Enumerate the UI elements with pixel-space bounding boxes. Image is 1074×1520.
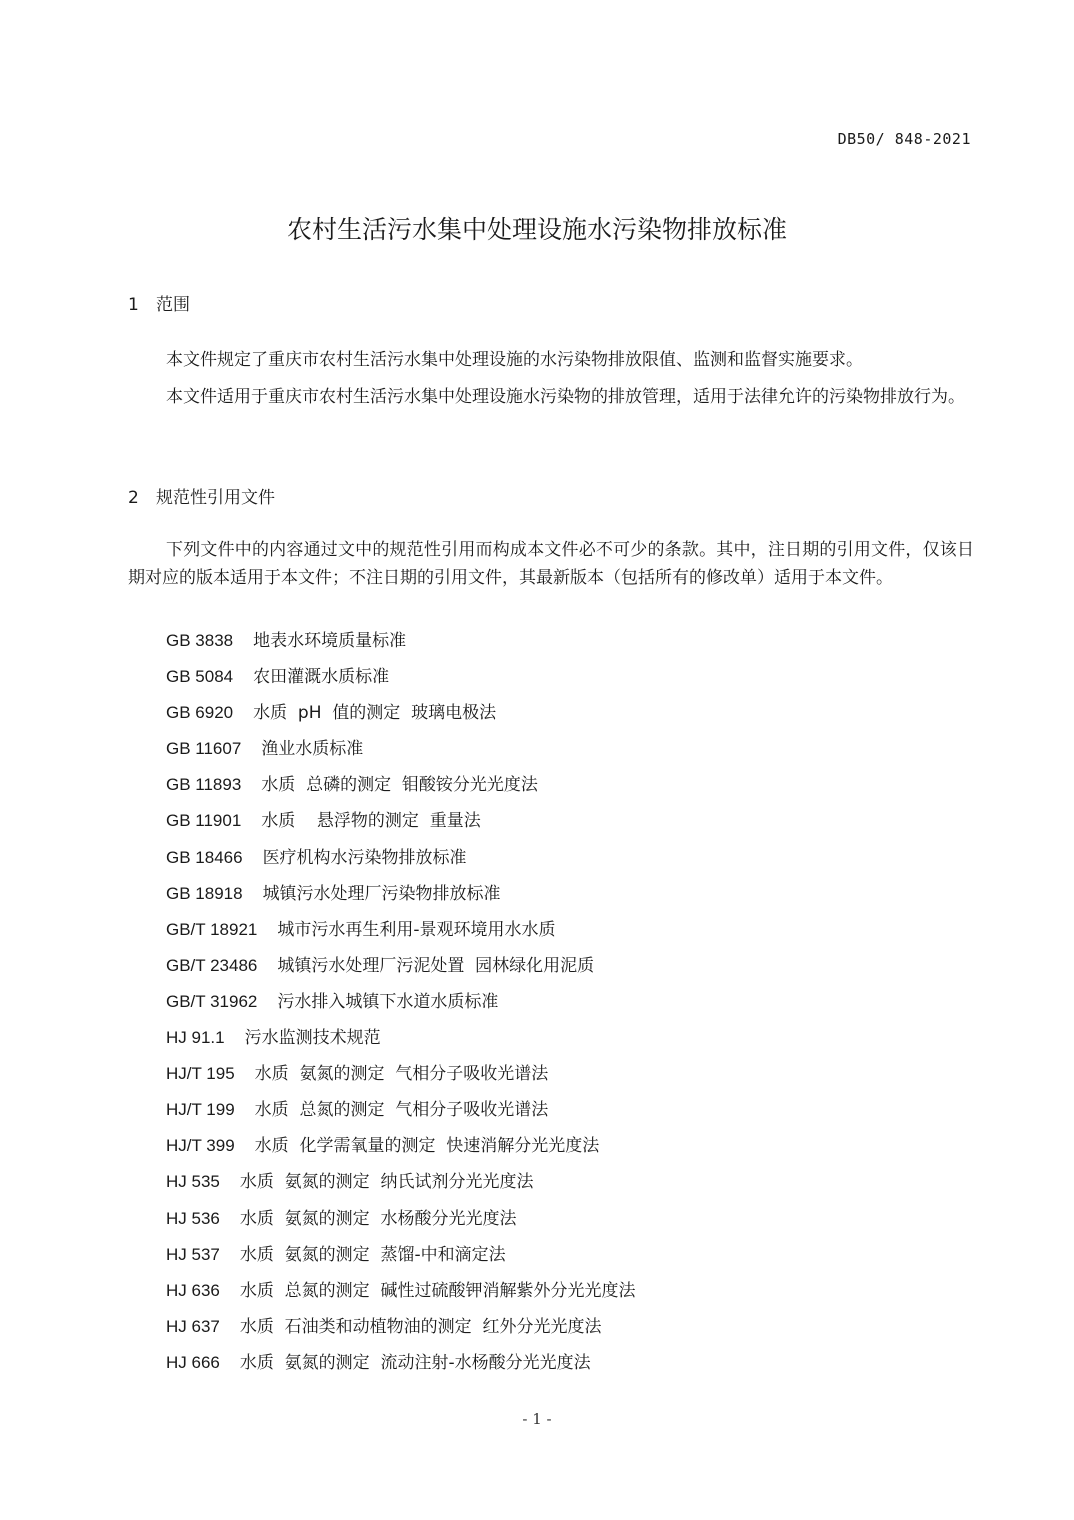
reference-item xyxy=(166,698,636,734)
reference-item xyxy=(166,1312,636,1348)
reference-code: HJ 636 xyxy=(166,1280,220,1300)
document-code: DB50/ 848-2021 xyxy=(837,130,971,148)
page-number: - 1 - xyxy=(522,1410,552,1428)
reference-code: HJ 537 xyxy=(166,1244,220,1264)
reference-code: HJ 666 xyxy=(166,1352,220,1372)
reference-title: 水质 氨氮的测定 蒸馏-中和滴定法 xyxy=(239,1244,506,1265)
reference-title: 水质 化学需氧量的测定 快速消解分光光度法 xyxy=(254,1136,600,1157)
reference-code: GB/T 23486 xyxy=(166,955,258,975)
reference-title: 水质 氨氮的测定 流动注射-水杨酸分光光度法 xyxy=(239,1352,591,1373)
reference-title: 水质 总磷的测定 钼酸铵分光光度法 xyxy=(261,775,538,796)
reference-item xyxy=(166,879,636,915)
reference-title: 医疗机构水污染物排放标准 xyxy=(262,847,467,868)
reference-item xyxy=(166,1276,636,1312)
reference-item xyxy=(166,770,636,806)
reference-title: 水质 总氮的测定 碱性过硫酸钾消解紫外分光光度法 xyxy=(239,1280,636,1301)
reference-item xyxy=(166,987,636,1023)
reference-code: GB 3838 xyxy=(166,631,234,650)
reference-code: HJ 91.1 xyxy=(166,1028,225,1048)
reference-code: GB 6920 xyxy=(166,703,234,723)
reference-code: GB/T 31962 xyxy=(166,991,258,1011)
reference-item xyxy=(166,806,636,842)
reference-code: GB 11901 xyxy=(166,811,242,831)
reference-code: HJ/T 195 xyxy=(166,1064,235,1084)
reference-code: HJ/T 199 xyxy=(166,1100,235,1120)
reference-item xyxy=(166,734,636,770)
section-title: 规范性引用文件 xyxy=(156,488,275,508)
reference-code: HJ/T 399 xyxy=(166,1136,235,1156)
reference-item xyxy=(166,1204,636,1240)
reference-item xyxy=(166,915,636,951)
reference-item xyxy=(166,1131,636,1167)
reference-code: GB 18466 xyxy=(166,847,243,867)
reference-item xyxy=(166,1023,636,1059)
reference-title: 污水排入城镇下水道水质标准 xyxy=(277,991,499,1012)
reference-code: GB 11893 xyxy=(166,775,242,795)
reference-item xyxy=(166,1167,636,1203)
reference-title: 水质 石油类和动植物油的测定 红外分光光度法 xyxy=(239,1316,602,1337)
reference-title: 污水监测技术规范 xyxy=(244,1028,381,1049)
reference-code: HJ 536 xyxy=(166,1208,220,1228)
reference-code: HJ 535 xyxy=(166,1172,220,1192)
reference-item xyxy=(166,951,636,987)
reference-item xyxy=(166,1348,636,1384)
reference-title: 水质 氨氮的测定 纳氏试剂分光光度法 xyxy=(239,1172,534,1193)
reference-item xyxy=(166,1059,636,1095)
reference-item xyxy=(166,662,636,698)
reference-title: 城镇污水处理厂污泥处置 园林绿化用泥质 xyxy=(277,955,595,976)
section-number: 2 xyxy=(128,488,139,508)
section-title: 范围 xyxy=(156,295,190,315)
reference-code: GB/T 18921 xyxy=(166,919,258,939)
reference-title: 水质 氨氮的测定 水杨酸分光光度法 xyxy=(239,1208,517,1229)
reference-title: 地表水环境质量标准 xyxy=(253,631,407,651)
reference-list xyxy=(166,626,636,1384)
reference-title: 水质 悬浮物的测定 重量法 xyxy=(261,811,481,832)
section-heading-scope xyxy=(128,290,190,315)
reference-item xyxy=(166,1095,636,1131)
reference-item xyxy=(166,843,636,879)
reference-title: 城镇污水处理厂污染物排放标准 xyxy=(262,883,501,904)
reference-title: 农田灌溉水质标准 xyxy=(253,667,390,688)
references-intro-paragraph: 下列文件中的内容通过文中的规范性引用而构成本文件必不可少的条款。其中，注日期的引用文件，仅该日期对应的版本适用于本文件；不注日期的引用文件，其最新版本（包括所有的修改单）适用于本文件。 xyxy=(128,540,974,588)
reference-code: GB 11607 xyxy=(166,739,242,759)
section-heading-normative-references xyxy=(128,483,275,508)
reference-item xyxy=(166,1240,636,1276)
reference-title: 水质 总氮的测定 气相分子吸收光谱法 xyxy=(254,1100,549,1121)
section-number: 1 xyxy=(128,295,139,315)
reference-title: 水质 氨氮的测定 气相分子吸收光谱法 xyxy=(254,1064,549,1085)
reference-title: 渔业水质标准 xyxy=(261,739,364,760)
reference-title: 城市污水再生利用-景观环境用水水质 xyxy=(277,919,556,940)
reference-code: GB 18918 xyxy=(166,883,243,903)
reference-item xyxy=(166,626,636,662)
scope-paragraph-2: 本文件适用于重庆市农村生活污水集中处理设施水污染物的排放管理，适用于法律允许的污染物排放行为。 xyxy=(166,387,965,407)
reference-title: 水质 pH 值的测定 玻璃电极法 xyxy=(253,703,497,724)
reference-code: HJ 637 xyxy=(166,1316,220,1336)
reference-code: GB 5084 xyxy=(166,667,234,687)
scope-paragraph-1: 本文件规定了重庆市农村生活污水集中处理设施的水污染物排放限值、监测和监督实施要求。 xyxy=(166,350,863,370)
document-title: 农村生活污水集中处理设施水污染物排放标准 xyxy=(286,215,787,244)
